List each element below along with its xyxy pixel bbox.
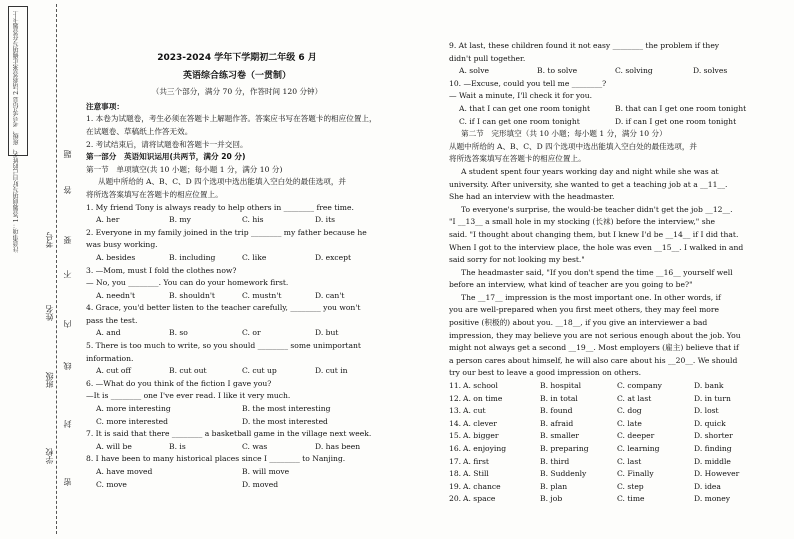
cloze-option: A. cut (463, 406, 486, 416)
answer-option: B. shouldn't (169, 290, 215, 300)
answer-option: D. the most interested (242, 416, 328, 426)
note-line: 2. 考试结束后，请将试题卷和答题卡一并交回。 (86, 139, 248, 149)
option-row (449, 116, 771, 129)
passage-line: might not always get a second __19__. Most employers (雇主) believe that if (449, 343, 739, 353)
answer-option: A. and (96, 328, 121, 338)
cloze-passage (449, 166, 771, 380)
cloze-option-row (449, 468, 771, 481)
option-row (86, 214, 388, 227)
cloze-option-row (449, 405, 771, 418)
option-row (86, 466, 388, 479)
cloze-number: 17. (449, 456, 462, 466)
question-stem: — No, you ________. You can do your homework first. (86, 278, 289, 288)
seal-char: 答 (63, 186, 72, 194)
answer-option: C. his (242, 215, 264, 225)
cloze-option: C. learning (617, 444, 660, 453)
question-stem: 4. Grace, you'd better listen to the teacher carefully, ________ you won't (86, 303, 361, 313)
option-row (86, 290, 388, 303)
answer-option: B. to solve (537, 66, 578, 76)
passage-line: a person cares about himself, he will also care about his __20__. We should (449, 355, 738, 365)
answer-option: D. except (315, 252, 352, 262)
passage-line: To everyone's surprise, the would-be teacher didn't get the job __12__. (461, 204, 733, 214)
cloze-option: B. hospital (540, 381, 582, 391)
answer-option: A. solve (459, 66, 489, 76)
option-row (449, 65, 771, 78)
question-stem: 2. Everyone in my family joined in the trip ________ my father because he (86, 227, 367, 237)
section1-instruction: 将所选答案填写在答题卡的相应位置上。 (86, 189, 223, 199)
option-row (86, 252, 388, 265)
cloze-number: 13. (449, 406, 462, 416)
question-stem: 8. I have been to many historical places since I ________ to Nanjing. (86, 454, 346, 464)
cloze-number: 11. (449, 381, 462, 391)
passage-line: The headmaster said, "If you don't spend the time __16__ yourself well (461, 267, 733, 277)
answer-option: C. or (242, 328, 261, 338)
exam-info: （共三个部分，满分 70 分，作答时间 120 分钟） (151, 87, 323, 97)
seal-char: 题 (63, 150, 72, 158)
notice-box-text: 注意事项：1.答题前填写好自己的姓名、班级、考号等信息 2.请将答案正确填写在答题卡上 (13, 11, 20, 253)
seal-char: 封 (63, 420, 72, 428)
passage-line: "I __13__ a small hole in my stocking (长袜) before the interview," she (449, 217, 715, 227)
questions-1-8 (86, 202, 388, 492)
answer-option: B. my (169, 215, 191, 225)
cloze-option: A. space (463, 494, 496, 504)
option-row (449, 103, 771, 116)
seal-char: 内 (63, 320, 72, 328)
cloze-option: B. job (540, 494, 563, 504)
cloze-option: A. Still (463, 469, 489, 479)
answer-option: C. was (242, 441, 268, 451)
cloze-option: C. last (617, 456, 642, 466)
answer-option: D. can't (315, 290, 345, 300)
answer-option: D. its (315, 215, 336, 225)
section2-instruction: 将所选答案填写在答题卡的相应位置上。 (449, 154, 586, 164)
question-stem: 6. —What do you think of the fiction I gave you? (86, 378, 272, 388)
passage-line: you are well-prepared when you first meet others, they may feel more (449, 305, 719, 315)
answer-option: B. so (169, 328, 188, 338)
cloze-number: 18. (449, 469, 462, 479)
passage-line: try our best to leave a good impression on others. (449, 368, 642, 378)
cloze-option: A. enjoying (463, 444, 507, 453)
cloze-option: A. school (463, 381, 498, 391)
left-column (86, 52, 388, 491)
cloze-option: B. preparing (540, 444, 589, 453)
cloze-option-row (449, 393, 771, 406)
label-name: 姓名 (45, 305, 54, 321)
question-stem: pass the test. (86, 315, 138, 325)
cloze-option-row (449, 380, 771, 393)
cloze-option: D. However (694, 469, 740, 479)
cloze-option: A. on time (463, 393, 503, 403)
option-row (86, 441, 388, 454)
answer-option: C. like (242, 252, 267, 262)
label-school: 学校 (45, 448, 54, 464)
notes-heading: 注意事项： (86, 101, 124, 111)
cloze-option: C. time (617, 494, 645, 504)
answer-option: A. her (96, 215, 120, 225)
questions-9-10 (449, 40, 771, 128)
cloze-number: 19. (449, 481, 462, 491)
answer-option: D. has been (315, 441, 361, 451)
cloze-option: C. company (617, 381, 662, 391)
passage-line: The __17__ impression is the most important one. In other words, if (461, 292, 721, 302)
cloze-option: B. smaller (540, 431, 580, 441)
option-row (86, 479, 388, 492)
cloze-option: B. third (540, 456, 570, 466)
exam-title: 2023-2024 学年下学期初二年级 6 月 (157, 53, 317, 63)
seal-char: 要 (63, 236, 72, 244)
seal-char: 密 (63, 478, 72, 486)
answer-option: C. more interested (96, 416, 168, 426)
answer-option: A. besides (96, 252, 136, 262)
option-row (86, 403, 388, 416)
answer-option: B. that can I get one room tonight (615, 103, 747, 113)
cloze-option: C. late (617, 418, 642, 428)
cloze-option: A. bigger (463, 431, 499, 441)
cloze-option: C. at last (617, 393, 652, 403)
cloze-option-row (449, 418, 771, 431)
section2-instruction: 从题中所给的 A、B、C、D 四个选项中选出能填入空白处的最佳选项，并 (449, 141, 698, 151)
cloze-option: B. Suddenly (540, 469, 587, 479)
section1-heading: 第一节 单项填空(共 10 小题；每小题 1 分，满分 10 分) (86, 164, 283, 174)
cloze-option: D. middle (694, 456, 731, 466)
note-line: 1. 本卷为试题卷，考生必须在答题卡上解题作答。答案应书写在答题卡的相应位置上， (86, 114, 377, 124)
cloze-option: D. finding (694, 444, 732, 453)
question-stem: —It is ________ one I've ever read. I like it very much. (86, 391, 291, 401)
answer-option: B. including (169, 252, 216, 262)
passage-line: impression, they may believe you are not serious enough about the job. You (449, 330, 741, 340)
exam-subtitle: 英语综合练习卷（一贯制） (182, 70, 291, 81)
cloze-option-row (449, 493, 771, 506)
answer-option: A. cut off (96, 366, 131, 376)
section2-heading: 第二节 完形填空（共 10 小题；每小题 1 分，满分 10 分） (461, 129, 667, 139)
section1-instruction: 从题中所给的 A、B、C、D 四个选项中选出能填入空白处的最佳选项，并 (98, 177, 347, 187)
answer-option: D. if can I get one room tonight (615, 116, 737, 126)
answer-option: D. solves (693, 66, 728, 76)
cloze-option-row (449, 481, 771, 494)
question-stem: didn't pull together. (449, 53, 526, 63)
passage-line: She had an interview with the headmaster. (449, 192, 615, 202)
cloze-number: 20. (449, 494, 462, 504)
option-row (86, 416, 388, 429)
question-stem: 10. —Excuse, could you tell me ________? (449, 78, 607, 88)
cloze-option: C. dog (617, 406, 642, 416)
question-stem: information. (86, 353, 134, 363)
seal-char: 不 (63, 270, 72, 278)
cloze-option-row (449, 443, 771, 456)
question-stem: 7. It is said that there ________ a basketball game in the village next week. (86, 429, 372, 439)
seal-char: 线 (63, 362, 72, 370)
answer-option: A. needn't (96, 290, 136, 300)
cloze-option: D. bank (694, 381, 724, 391)
answer-option: B. cut out (169, 366, 207, 376)
question-stem: — Wait a minute, I'll check it for you. (449, 91, 593, 101)
cloze-option: D. shorter (694, 431, 733, 441)
answer-option: A. will be (96, 441, 132, 451)
cloze-number: 16. (449, 444, 462, 453)
cloze-option: C. step (617, 481, 644, 491)
answer-option: D. moved (242, 479, 279, 489)
cloze-option-row (449, 430, 771, 443)
cloze-number: 15. (449, 431, 462, 441)
answer-option: D. cut in (315, 366, 348, 376)
cloze-option: D. quick (694, 418, 726, 428)
note-line: 在试题卷、草稿纸上作答无效。 (86, 126, 193, 136)
cloze-option: A. chance (463, 481, 501, 491)
binding-strip (0, 0, 78, 539)
option-row (86, 365, 388, 378)
answer-option: C. if I can get one room tonight (459, 116, 580, 126)
answer-option: C. mustn't (242, 290, 282, 300)
label-class: 班级 (45, 372, 54, 388)
answer-option: A. more interesting (96, 404, 171, 414)
answer-option: B. is (169, 441, 186, 451)
passage-line: said sorry for not looking my best." (449, 255, 585, 265)
answer-option: D. but (315, 328, 339, 338)
passage-line: positive (积极的) about you. __18__, if you give an interviewer a bad (449, 318, 708, 328)
cloze-number: 14. (449, 418, 462, 428)
option-row (86, 327, 388, 340)
cloze-option: A. first (463, 456, 489, 466)
cloze-option: C. Finally (617, 469, 654, 479)
cloze-option: D. lost (694, 406, 719, 416)
question-stem: 1. My friend Tony is always ready to help others in ________ free time. (86, 202, 354, 212)
cloze-number: 12. (449, 393, 462, 403)
cloze-option: B. in total (540, 393, 578, 403)
passage-line: said. "I thought about changing them, but I knew I'd be __14__ if I did that. (449, 229, 739, 239)
question-stem: 3. —Mom, must I fold the clothes now? (86, 265, 237, 275)
question-stem: 9. At last, these children found it not easy ________ the problem if they (449, 41, 720, 50)
cloze-option: D. idea (694, 481, 721, 491)
cloze-option: C. deeper (617, 431, 655, 441)
cloze-option: D. money (694, 494, 731, 504)
cloze-option: D. in turn (694, 393, 731, 403)
cloze-option: A. clever (463, 418, 497, 428)
passage-line: before an interview, what kind of teacher are you going to be?" (449, 280, 693, 290)
cloze-option: B. found (540, 406, 573, 416)
answer-option: C. cut up (242, 366, 277, 376)
part1-heading: 第一部分 英语知识运用(共两节，满分 20 分) (86, 152, 246, 162)
cloze-option: B. plan (540, 481, 568, 491)
passage-line: When I got to the interview place, the hole was even __15__. I walked in and (449, 242, 744, 252)
cloze-option-row (449, 456, 771, 469)
answer-option: A. that I can get one room tonight (459, 103, 591, 113)
seal-line (56, 4, 57, 534)
answer-option: B. will move (242, 467, 290, 476)
label-exam-number: 考号 (45, 232, 54, 248)
passage-line: A student spent four years working day and night while she was at (461, 166, 719, 176)
question-stem: 5. There is too much to write, so you should ________ some unimportant (86, 341, 361, 351)
answer-option: A. have moved (96, 467, 153, 476)
cloze-option: B. afraid (540, 418, 574, 428)
answer-option: B. the most interesting (242, 404, 331, 414)
answer-option: C. move (96, 479, 127, 489)
answer-option: C. solving (615, 66, 653, 76)
right-column (449, 40, 771, 506)
passage-line: university. After university, she wanted to get a teaching job at a __11__. (449, 179, 728, 189)
question-stem: was busy working. (86, 240, 158, 250)
cloze-options (449, 380, 771, 506)
notice-box (8, 6, 28, 253)
